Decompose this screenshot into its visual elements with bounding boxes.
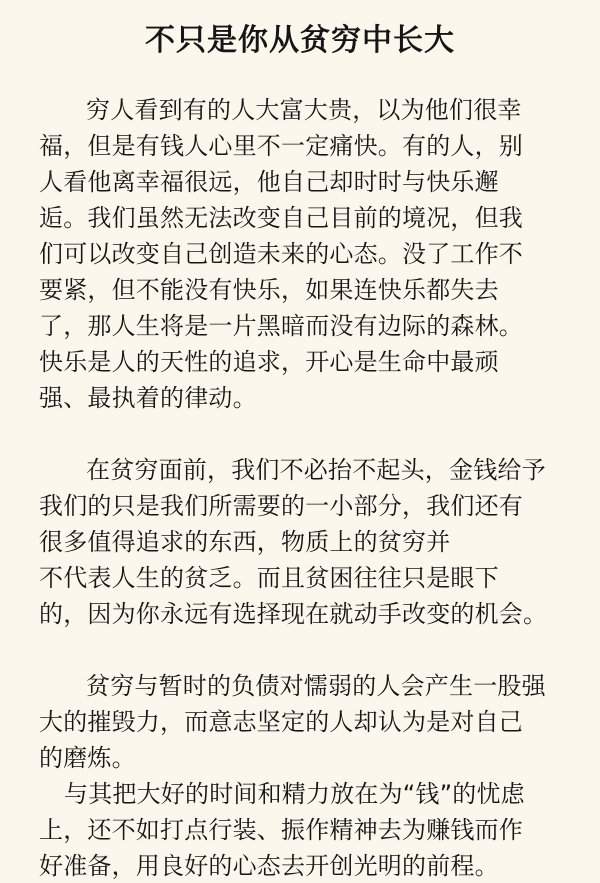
body-line-4: 逅。我们虽然无法改变自己目前的境况，但我: [39, 204, 523, 232]
body-line-9: 强、最执着的律动。: [39, 384, 257, 412]
body-line-7: 了，那人生将是一片黑暗而没有边际的森林。: [39, 312, 523, 340]
document-title: 不只是你从贫穷中长大: [145, 23, 455, 58]
body-line-3: 人看他离幸福很远，他自己却时时与快乐邂: [39, 168, 499, 196]
body-line-14: 的，因为你永远有选择现在就动手改变的机会。: [39, 600, 548, 628]
document-body: [0, 93, 600, 880]
body-line-2: 福，但是有钱人心里不一定痛快。有的人，别: [39, 132, 523, 160]
body-line-8: 快乐是人的天性的追求，开心是生命中最顽: [39, 348, 499, 376]
body-line-16: 大的摧毁力，而意志坚定的人却认为是对自己: [39, 708, 523, 736]
body-line-19: 上，还不如打点行装、振作精神去为赚钱而作: [39, 816, 523, 844]
body-line-5: 们可以改变自己创造未来的心态。没了工作不: [39, 240, 523, 268]
body-line-6: 要紧，但不能没有快乐，如果连快乐都失去: [39, 276, 499, 304]
body-line-1: 穷人看到有的人大富大贵，以为他们很幸: [86, 96, 522, 124]
body-line-15: 贫穷与暂时的负债对懦弱的人会产生一股强: [86, 672, 546, 700]
body-line-20: 好准备，用良好的心态去开创光明的前程。: [39, 852, 499, 880]
body-line-18: 与其把大好的时间和精力放在为“钱”的忧虑: [64, 780, 525, 808]
body-line-10: 在贫穷面前，我们不必抬不起头，金钱给予: [86, 456, 546, 484]
body-line-17: 的磨炼。: [39, 744, 136, 772]
body-line-12: 很多值得追求的东西，物质上的贫穷并: [39, 528, 451, 556]
body-line-13: 不代表人生的贫乏。而且贫困往往只是眼下: [39, 564, 499, 592]
body-line-11: 我们的只是我们所需要的一小部分，我们还有: [39, 492, 523, 520]
